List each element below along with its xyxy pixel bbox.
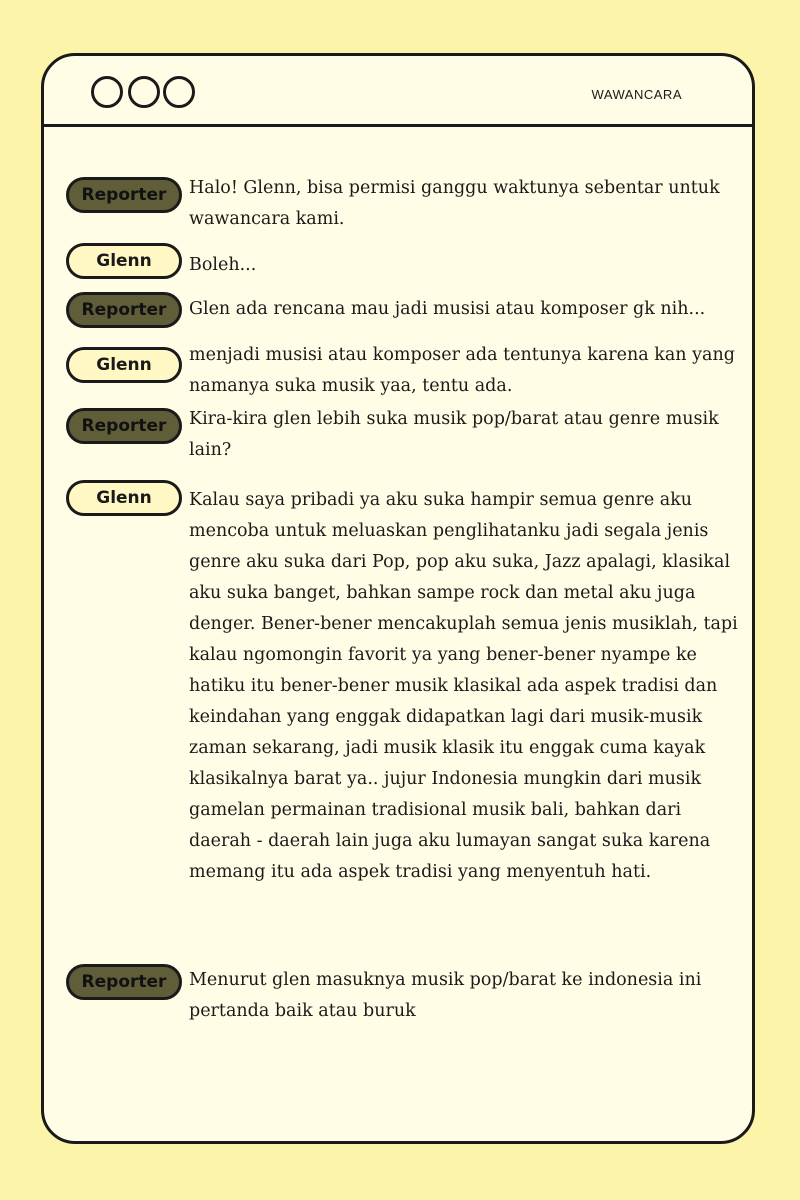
window-title: WAWANCARA xyxy=(591,87,682,102)
message-text: Halo! Glenn, bisa permisi ganggu waktunya sebentar untuk wawancara kami. xyxy=(189,178,720,229)
window-dot-icon xyxy=(91,76,123,108)
message-text: Menurut glen masuknya musik pop/barat ke indonesia ini pertanda baik atau buruk xyxy=(189,970,702,1021)
interview-window xyxy=(41,53,755,1144)
message-text: menjadi musisi atau komposer ada tentunya karena kan yang namanya suka musik yaa, tentu ada. xyxy=(189,345,735,396)
speaker-badge-glenn: Glenn xyxy=(66,347,182,383)
message-text: Kira-kira glen lebih suka musik pop/barat atau genre musik lain? xyxy=(189,409,719,460)
message-text: Glen ada rencana mau jadi musisi atau komposer gk nih... xyxy=(189,299,706,319)
window-dot-icon xyxy=(163,76,195,108)
speaker-badge-reporter: Reporter xyxy=(66,964,182,1000)
speaker-badge-reporter: Reporter xyxy=(66,408,182,444)
window-dot-icon xyxy=(128,76,160,108)
speaker-badge-glenn: Glenn xyxy=(66,243,182,279)
message-text: Kalau saya pribadi ya aku suka hampir semua genre aku mencoba untuk meluaskan penglihatanku jadi segala jenis genre aku suka dari Pop, pop aku suka, Jazz apalagi, klasikal aku suka banget, bahkan sampe rock dan metal aku juga denger. Bener-bener mencakuplah semua jenis musiklah, tapi kalau ngomongin favorit ya yang bener-bener nyampe ke hatiku itu bener-bener musik klasikal ada aspek tradisi dan keindahan yang enggak didapatkan lagi dari musik-musik zaman sekarang, jadi musik klasik itu enggak cuma kayak klasikalnya barat ya.. jujur Indonesia mungkin dari musik gamelan permainan tradisional musik bali, bahkan dari daerah - daerah lain juga aku lumayan sangat suka karena memang itu ada aspek tradisi yang menyentuh hati. xyxy=(189,490,738,882)
window-titlebar xyxy=(44,56,752,127)
message-text: Boleh... xyxy=(189,255,257,275)
speaker-badge-glenn: Glenn xyxy=(66,480,182,516)
speaker-badge-reporter: Reporter xyxy=(66,177,182,213)
speaker-badge-reporter: Reporter xyxy=(66,292,182,328)
